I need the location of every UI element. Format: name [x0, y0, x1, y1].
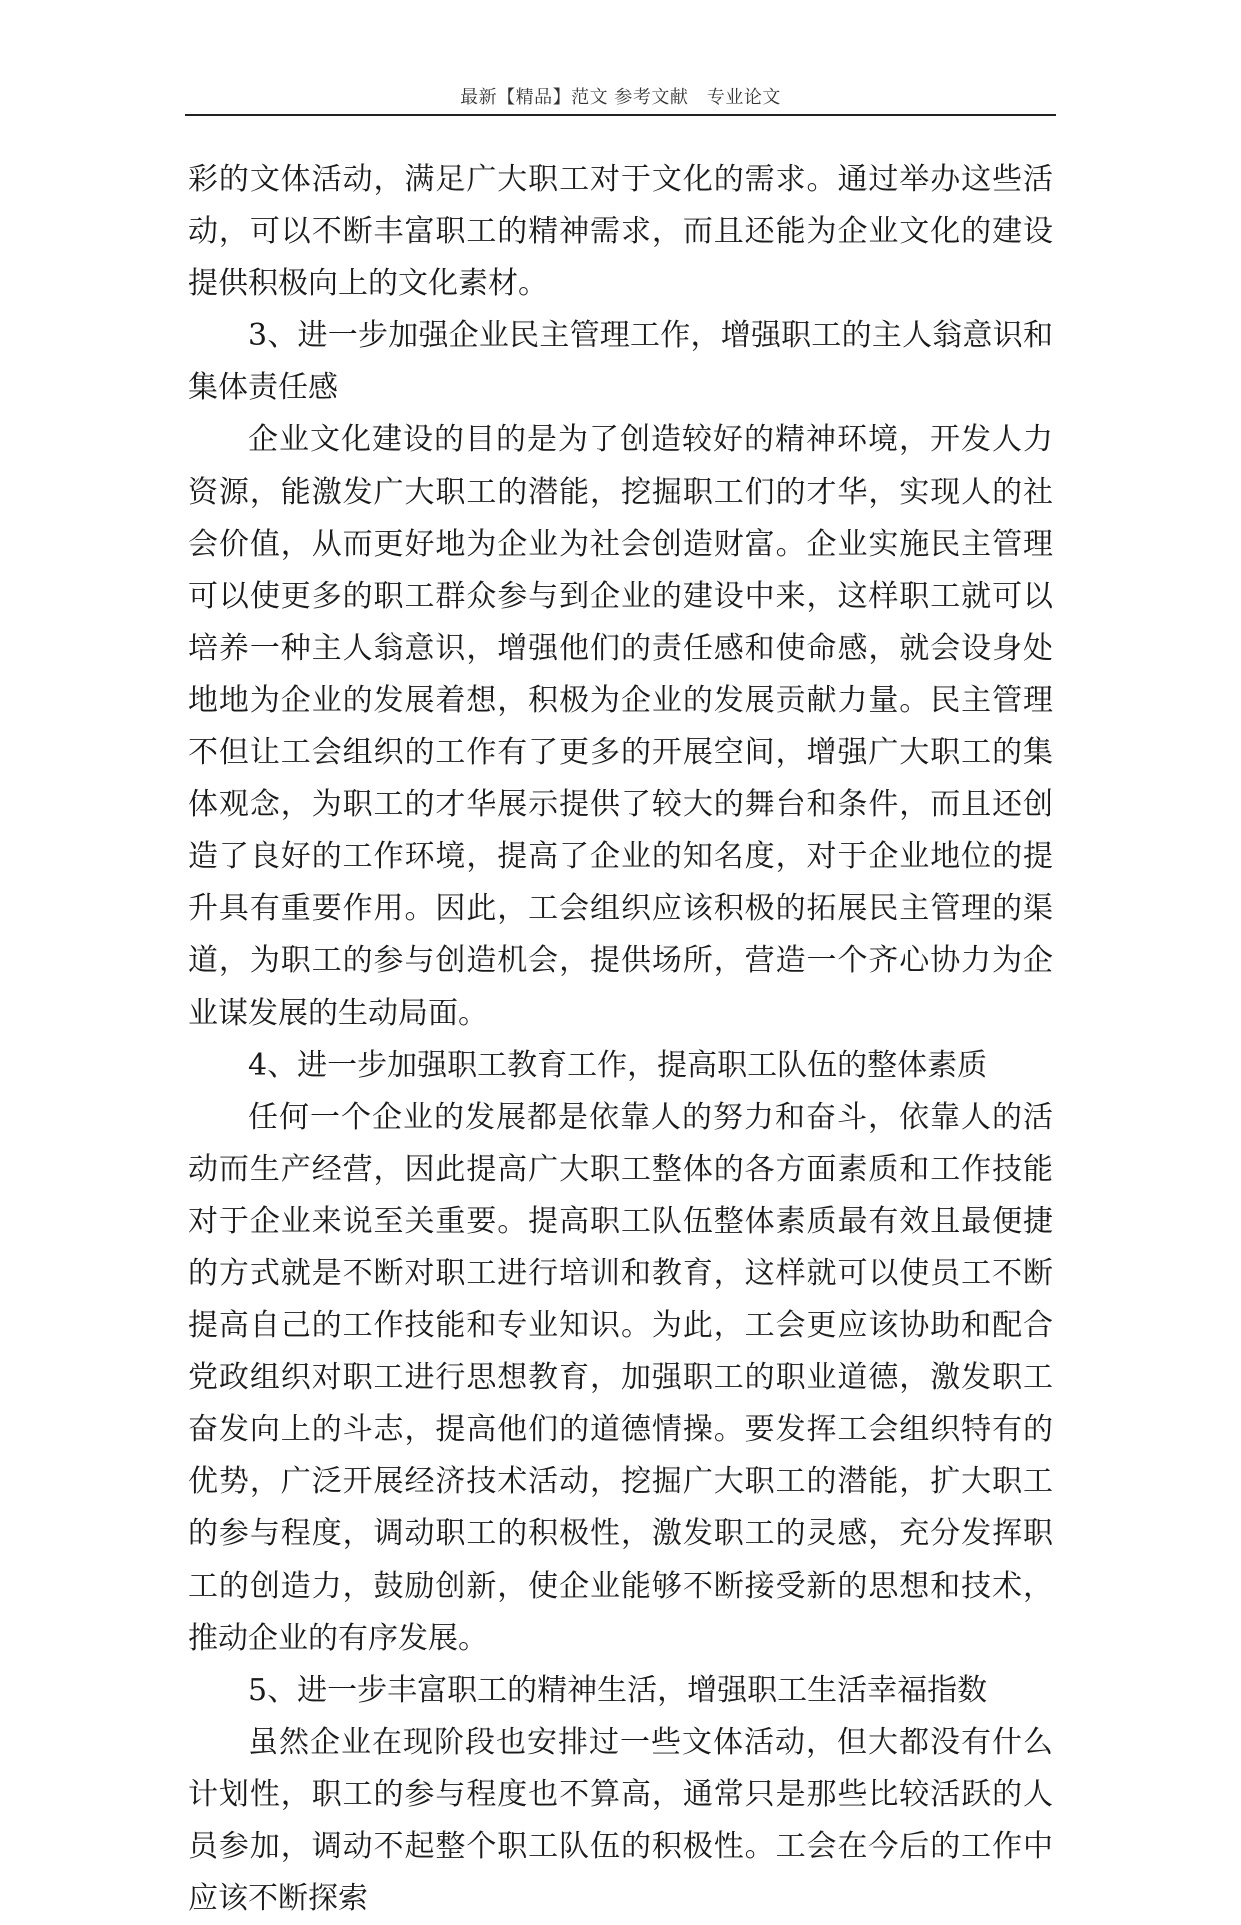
paragraph-continuation: 彩的文体活动，满足广大职工对于文化的需求。通过举办这些活动，可以不断丰富职工的精神需求，而且还能为企业文化的建设提供积极向上的文化素材。 — [188, 162, 1053, 302]
section-heading-5: 5、进一步丰富职工的精神生活，增强职工生活幸福指数 — [248, 1672, 988, 1708]
document-body — [188, 154, 1053, 1925]
paragraph-section-4: 任何一个企业的发展都是依靠人的努力和奋斗，依靠人的活动而生产经营，因此提高广大职工整体的各方面素质和工作技能对于企业来说至关重要。提高职工队伍整体素质最有效且最便捷的方式就是不断对职工进行培训和教育，这样就可以使员工不断提高自己的工作技能和专业知识。为此，工会更应该协助和配合党政组织对职工进行思想教育，加强职工的职业道德，激发职工奋发向上的斗志，提高他们的道德情操。要发挥工会组织特有的优势，广泛开展经济技术活动，挖掘广大职工的潜能，扩大职工的参与程度，调动职工的积极性，激发职工的灵感，充分发挥职工的创造力，鼓励创新，使企业能够不断接受新的思想和技术，推动企业的有序发展。 — [188, 1099, 1053, 1656]
page-header: 最新【精品】范文 参考文献 专业论文 — [460, 87, 781, 108]
header-divider — [185, 114, 1056, 116]
section-heading-3: 3、进一步加强企业民主管理工作，增强职工的主人翁意识和集体责任感 — [188, 318, 1053, 406]
paragraph-section-3: 企业文化建设的目的是为了创造较好的精神环境，开发人力资源，能激发广大职工的潜能，挖掘职工们的才华，实现人的社会价值，从而更好地为企业为社会创造财富。企业实施民主管理可以使更多的职工群众参与到企业的建设中来，这样职工就可以培养一种主人翁意识，增强他们的责任感和使命感，就会设身处地地为企业的发展着想，积极为企业的发展贡献力量。民主管理不但让工会组织的工作有了更多的开展空间，增强广大职工的集体观念，为职工的才华展示提供了较大的舞台和条件，而且还创造了良好的工作环境，提高了企业的知名度，对于企业地位的提升具有重要作用。因此，工会组织应该积极的拓展民主管理的渠道，为职工的参与创造机会，提供场所，营造一个齐心协力为企业谋发展的生动局面。 — [188, 422, 1053, 1031]
paragraph-section-5: 虽然企业在现阶段也安排过一些文体活动，但大都没有什么计划性，职工的参与程度也不算高，通常只是那些比较活跃的人员参加，调动不起整个职工队伍的积极性。工会在今后的工作中应该不断探索 — [188, 1724, 1053, 1917]
section-heading-4: 4、进一步加强职工教育工作，提高职工队伍的整体素质 — [248, 1047, 988, 1083]
